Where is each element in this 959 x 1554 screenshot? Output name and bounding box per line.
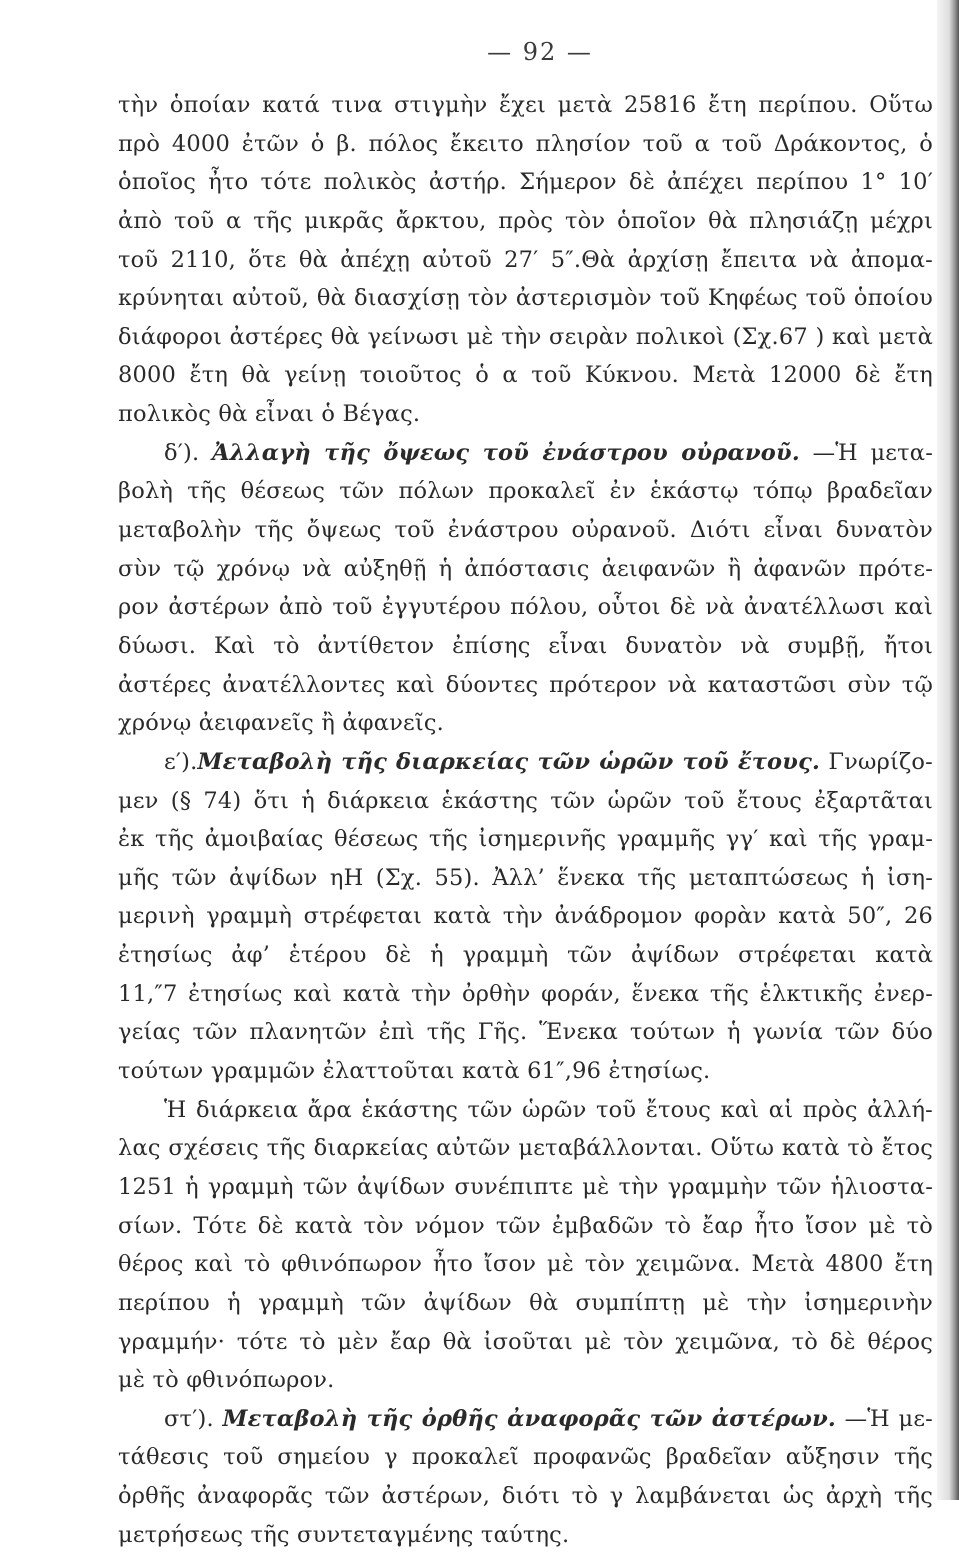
text-line: γραμμήν· τότε τὸ μὲν ἔαρ θὰ ἰσοῦται μὲ τὸν χειμῶνα, τὸ δὲ θέρος [118, 1328, 933, 1355]
section-d-heading-line [118, 434, 933, 473]
text-line: ἐτησίως ἀφ’ ἑτέρου δὲ ἡ γραμμὴ τῶν ἀψίδων στρέφεται κατὰ [118, 942, 933, 969]
text-line: θέρος καὶ τὸ φθινόπωρον ἦτο ἴσον μὲ τὸν χειμῶνα. Μετὰ 4800 ἔτη [118, 1251, 933, 1278]
text-line: λας σχέσεις τῆς διαρκείας αὐτῶν μεταβάλλονται. Οὕτω κατὰ τὸ ἔτος [118, 1135, 933, 1162]
text-line: ἐκ τῆς ἀμοιβαίας θέσεως τῆς ἰσημερινῆς γραμμῆς γγ′ καὶ τῆς γραμ- [118, 826, 933, 853]
text-line: διάφοροι ἀστέρες θὰ γείνωσι μὲ τὴν σειρὰν πολικοὶ (Σχ.67 ) καὶ μετὰ [118, 323, 933, 350]
section-f-first-line-rest: —Ἡ με- [844, 1405, 933, 1432]
text-line: πρὸ 4000 ἐτῶν ὁ β. πόλος ἔκειτο πλησίον τοῦ α τοῦ Δράκοντος, ὁ [118, 130, 933, 157]
text-line: βολὴ τῆς θέσεως τῶν πόλων προκαλεῖ ἐν ἑκάστῳ τόπῳ βραδεῖαν [118, 478, 933, 505]
text-line: περίπου ἡ γραμμὴ τῶν ἀψίδων θὰ συμπίπτῃ μὲ τὴν ἰσημερινὴν [118, 1289, 933, 1316]
text-line: δύωσι. Καὶ τὸ ἀντίθετον ἐπίσης εἶναι δυνατὸν νὰ συμβῇ, ἤτοι [118, 632, 933, 659]
text-line: τοῦ 2110, ὅτε θὰ ἀπέχῃ αὐτοῦ 27′ 5″.Θὰ ἀρχίσῃ ἔπειτα νὰ ἀπομα- [118, 246, 933, 273]
section-e-label: ε′). [164, 748, 198, 775]
text-line: ἀπὸ τοῦ α τῆς μικρᾶς ἄρκτου, πρὸς τὸν ὁποῖον θὰ πλησιάζῃ μέχρι [118, 207, 933, 234]
text-line: μεν (§ 74) ὅτι ἡ διάρκεια ἑκάστης τῶν ὡρῶν τοῦ ἔτους ἐξαρτᾶται [118, 787, 933, 814]
text-line: τὴν ὁποίαν κατά τινα στιγμὴν ἔχει μετὰ 25816 ἔτη περίπου. Οὕτω [118, 92, 933, 118]
text-line: τούτων γραμμῶν ἐλαττοῦται κατὰ 61″,96 ἐτησίως. [118, 1058, 711, 1085]
page-number: — 92 — [487, 38, 593, 66]
text-line: 11,″7 ἐτησίως καὶ κατὰ τὴν ὀρθὴν φοράν, ἕνεκα τῆς ἑλκτικῆς ἐνερ- [118, 980, 933, 1007]
body-text [118, 86, 933, 1554]
text-line: ὀρθῆς ἀναφορᾶς τῶν ἀστέρων, διότι τὸ γ λαμβάνεται ὡς ἀρχὴ τῆς [118, 1483, 933, 1510]
text-line: μετρήσεως τῆς συντεταγμένης ταύτης. [118, 1521, 570, 1548]
text-line: μῆς τῶν ἀψίδων ηΗ (Σχ. 55). Ἀλλ’ ἕνεκα τῆς μεταπτώσεως ἡ ἰση- [118, 864, 933, 891]
text-line: χρόνῳ ἀειφανεῖς ἢ ἀφανεῖς. [118, 710, 445, 737]
text-line: μερινὴ γραμμὴ στρέφεται κατὰ τὴν ἀνάδρομον φορὰν κατὰ 50″, 26 [118, 903, 933, 930]
section-f-label: στ′). [164, 1405, 214, 1432]
text-line: ὁποῖος ἦτο τότε πολικὸς ἀστήρ. Σήμερον δὲ ἀπέχει περίπου 1° 10′ [118, 169, 933, 196]
section-d-first-line-rest: —Ἡ μετα- [812, 439, 933, 466]
text-line: γείας τῶν πλανητῶν ἐπὶ τῆς Γῆς. Ἕνεκα τούτων ἡ γωνία τῶν δύο [118, 1019, 933, 1046]
section-d-label: δ′). [164, 439, 200, 466]
text-line: σίων. Τότε δὲ κατὰ τὸν νόμον τῶν ἐμβαδῶν τὸ ἔαρ ἦτο ἴσον μὲ τὸ [118, 1212, 933, 1239]
text-line: κρύνηται αὐτοῦ, θὰ διασχίσῃ τὸν ἀστερισμὸν τοῦ Κηφέως τοῦ ὁποίου [118, 285, 933, 312]
text-line: τάθεσις τοῦ σημείου γ προκαλεῖ προφανῶς βραδεῖαν αὔξησιν τῆς [118, 1444, 933, 1471]
text-line: ἀστέρες ἀνατέλλοντες καὶ δύοντες πρότερον νὰ καταστῶσι σὺν τῷ [118, 671, 933, 698]
section-e-first-line-rest: Γνωρίζο- [828, 748, 933, 775]
section-d-title: Ἀλλαγὴ τῆς ὄψεως τοῦ ἐνάστρου οὐρανοῦ. [212, 439, 800, 466]
section-f-title: Μεταβολὴ τῆς ὀρθῆς ἀναφορᾶς τῶν ἀστέρων. [222, 1405, 836, 1432]
text-line: μεταβολὴν τῆς ὄψεως τοῦ ἐνάστρου οὐρανοῦ. Διότι εἶναι δυνατὸν [118, 517, 933, 544]
section-f-heading-line [118, 1400, 933, 1439]
text-line: πολικὸς θὰ εἶναι ὁ Βέγας. [118, 401, 421, 428]
text-line: 1251 ἡ γραμμὴ τῶν ἀψίδων συνέπιπτε μὲ τὴν γραμμὴν τῶν ἡλιοστα- [118, 1173, 933, 1200]
text-line: ρον ἀστέρων ἀπὸ τοῦ ἐγγυτέρου πόλου, οὗτοι δὲ νὰ ἀνατέλλωσι καὶ [118, 594, 933, 621]
text-line: σὺν τῷ χρόνῳ νὰ αὐξηθῇ ἡ ἀπόστασις ἀειφανῶν ἢ ἀφανῶν πρότε- [118, 555, 933, 582]
section-e-title: Μεταβολὴ τῆς διαρκείας τῶν ὡρῶν τοῦ ἔτους. [197, 748, 821, 775]
text-line: Ἡ διάρκεια ἄρα ἑκάστης τῶν ὡρῶν τοῦ ἔτους καὶ αἱ πρὸς ἀλλή- [164, 1096, 933, 1123]
text-line: μὲ τὸ φθινόπωρον. [118, 1367, 335, 1394]
page-binding-edge [937, 0, 959, 1500]
text-line: 8000 ἔτη θὰ γείνῃ τοιοῦτος ὁ α τοῦ Κύκνου. Μετὰ 12000 δὲ ἔτη [118, 362, 933, 389]
section-e-heading-line [118, 743, 933, 782]
